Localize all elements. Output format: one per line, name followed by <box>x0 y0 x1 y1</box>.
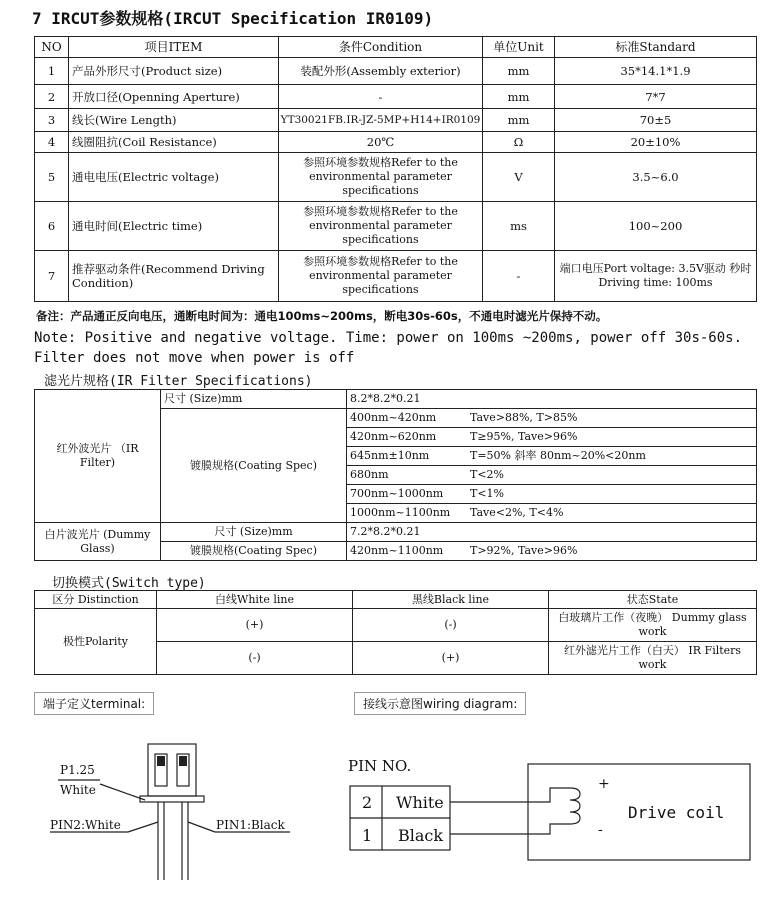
terminal-pin2-label: PIN2:White <box>50 818 121 832</box>
coating-spec: T<2% <box>470 468 505 481</box>
coating-row <box>347 447 757 466</box>
dummy-size-value: 7.2*8.2*0.21 <box>347 523 757 542</box>
spec-table <box>34 36 757 302</box>
coating-spec: T<1% <box>470 487 505 500</box>
row-item: 线圈阻抗(Coil Resistance) <box>69 132 279 153</box>
wiring-box: 接线示意图wiring diagram: <box>354 692 526 715</box>
row-standard: 7*7 <box>555 85 757 109</box>
terminal-p1-label: P1.25 <box>60 763 95 777</box>
terminal-box: 端子定义terminal: <box>34 692 154 715</box>
row-standard: 100~200 <box>555 202 757 251</box>
row-item: 产品外形尺寸(Product size) <box>69 58 279 85</box>
coating-range: 400nm~420nm <box>350 411 437 424</box>
row-standard: 端口电压Port voltage: 3.5V驱动 秒时Driving time: 100ms <box>555 251 757 302</box>
row-no: 3 <box>35 109 69 132</box>
coil-plus-sign: + <box>598 776 610 792</box>
connector-contact-black-shape <box>179 756 187 766</box>
header-no: NO <box>35 37 69 58</box>
coating-row <box>347 428 757 447</box>
row-condition: - <box>279 85 483 109</box>
row-unit: V <box>483 153 555 202</box>
switch-section-title: 切换模式(Switch type) <box>52 576 206 591</box>
row-standard: 20±10% <box>555 132 757 153</box>
spec-table-header <box>35 37 757 58</box>
pin-2-color: White <box>396 793 444 812</box>
row-item: 推荐驱动条件(Recommend Driving Condition) <box>69 251 279 302</box>
header-standard: 标准Standard <box>555 37 757 58</box>
white-line-value: (-) <box>157 642 353 675</box>
row-condition: 参照环境参数规格Refer to the environmental parameter specifications <box>279 202 483 251</box>
row-unit: ms <box>483 202 555 251</box>
drive-coil-label: Drive coil <box>628 803 725 822</box>
header-unit: 单位Unit <box>483 37 555 58</box>
note-en: Note: Positive and negative voltage. Time: power on 100ms ~200ms, power off 30s-60s. Filter does not move when power is off <box>34 330 743 366</box>
coating-spec: Tave>88%, T>85% <box>470 411 578 424</box>
coating-range: 680nm <box>350 468 389 481</box>
wiring-pin-no-label: PIN NO. <box>348 757 412 775</box>
filter-table <box>34 389 757 561</box>
row-standard: 35*14.1*1.9 <box>555 58 757 85</box>
row-no: 7 <box>35 251 69 302</box>
table-row <box>35 109 757 132</box>
coil-minus-sign: - <box>598 822 603 838</box>
pin-1-number: 1 <box>362 826 373 845</box>
state-value: 白玻璃片工作（夜晚） Dummy glass work <box>549 609 757 642</box>
white-line-value: (+) <box>157 609 353 642</box>
row-condition: 20℃ <box>279 132 483 153</box>
dummy-range: 420nm~1100nm <box>350 544 444 557</box>
switch-header-white: 白线White line <box>157 591 353 609</box>
coating-row <box>347 504 757 523</box>
state-value: 红外滤光片工作（白天） IR Filters work <box>549 642 757 675</box>
leader-pin1-shape <box>188 822 215 832</box>
row-condition: 装配外形(Assembly exterior) <box>279 58 483 85</box>
row-condition: 参照环境参数规格Refer to the environmental parameter specifications <box>279 251 483 302</box>
table-row <box>35 85 757 109</box>
leader-pin2-shape <box>128 822 158 832</box>
row-no: 2 <box>35 85 69 109</box>
polarity-label: 极性Polarity <box>35 609 157 675</box>
header-item: 项目ITEM <box>69 37 279 58</box>
pin-1-color: Black <box>398 826 444 845</box>
ir-size-value: 8.2*8.2*0.21 <box>347 390 757 409</box>
table-row <box>35 153 757 202</box>
dummy-size-label: 尺寸 (Size)mm <box>161 523 347 542</box>
table-row <box>35 58 757 85</box>
coating-range: 700nm~1000nm <box>350 487 444 500</box>
black-line-value: (+) <box>353 642 549 675</box>
filter-section-title: 滤光片规格(IR Filter Specifications) <box>44 374 313 389</box>
table-row <box>35 251 757 302</box>
switch-table <box>34 590 757 675</box>
row-unit: - <box>483 251 555 302</box>
wiring-drawing <box>340 760 760 890</box>
terminal-drawing <box>40 730 340 890</box>
coating-range: 420nm~620nm <box>350 430 437 443</box>
row-no: 1 <box>35 58 69 85</box>
black-line-value: (-) <box>353 609 549 642</box>
row-standard: 3.5~6.0 <box>555 153 757 202</box>
switch-header-state: 状态State <box>549 591 757 609</box>
header-condition: 条件Condition <box>279 37 483 58</box>
table-row <box>35 132 757 153</box>
table-row <box>35 202 757 251</box>
row-unit: mm <box>483 85 555 109</box>
ir-coating-label: 镀膜规格(Coating Spec) <box>161 409 347 523</box>
note-cn: 备注：产品通正反向电压，通断电时间为：通电100ms~200ms，断电30s-60s，不通电时滤光片保持不动。 <box>36 309 608 323</box>
leader-p1-shape <box>100 784 145 800</box>
switch-header-distinction: 区分 Distinction <box>35 591 157 609</box>
row-item: 通电电压(Electric voltage) <box>69 153 279 202</box>
row-item: 线长(Wire Length) <box>69 109 279 132</box>
dummy-glass-label: 白片波光片 (Dummy Glass) <box>35 523 161 561</box>
coating-range: 1000nm~1100nm <box>350 506 451 519</box>
pin-2-number: 2 <box>362 793 373 812</box>
row-condition: 参照环境参数规格Refer to the environmental parameter specifications <box>279 153 483 202</box>
ir-size-label: 尺寸 (Size)mm <box>161 390 347 409</box>
terminal-p1-color: White <box>60 783 96 797</box>
switch-header-black: 黑线Black line <box>353 591 549 609</box>
row-unit: Ω <box>483 132 555 153</box>
row-item: 开放口径(Openning Aperture) <box>69 85 279 109</box>
row-item: 通电时间(Electric time) <box>69 202 279 251</box>
coating-range: 645nm±10nm <box>350 449 430 462</box>
coating-spec: T≥95%, Tave>96% <box>470 430 578 443</box>
coating-row <box>347 466 757 485</box>
dummy-spec: T>92%, Tave>96% <box>470 544 578 557</box>
wire-black-path-shape <box>450 824 570 834</box>
wire-white-path-shape <box>450 788 570 802</box>
ir-filter-label: 红外波光片 （IR Filter) <box>35 390 161 523</box>
coating-row <box>347 409 757 428</box>
row-condition: YT30021FB.IR-JZ-5MP+H14+IR0109 <box>279 109 483 132</box>
row-no: 5 <box>35 153 69 202</box>
connector-contact-white-shape <box>157 756 165 766</box>
coating-spec: T=50% 斜率 80nm~20%<20nm <box>470 449 646 462</box>
coil-winding-shape <box>570 788 580 824</box>
page-title: 7 IRCUT参数规格(IRCUT Specification IR0109) <box>32 9 434 28</box>
row-unit: mm <box>483 109 555 132</box>
coating-row <box>347 485 757 504</box>
dummy-coating-label: 镀膜规格(Coating Spec) <box>161 542 347 561</box>
row-unit: mm <box>483 58 555 85</box>
row-no: 4 <box>35 132 69 153</box>
terminal-pin1-label: PIN1:Black <box>216 818 285 832</box>
connector-flange-shape <box>140 796 204 802</box>
row-no: 6 <box>35 202 69 251</box>
row-standard: 70±5 <box>555 109 757 132</box>
coating-row <box>347 542 757 561</box>
coating-spec: Tave<2%, T<4% <box>470 506 564 519</box>
